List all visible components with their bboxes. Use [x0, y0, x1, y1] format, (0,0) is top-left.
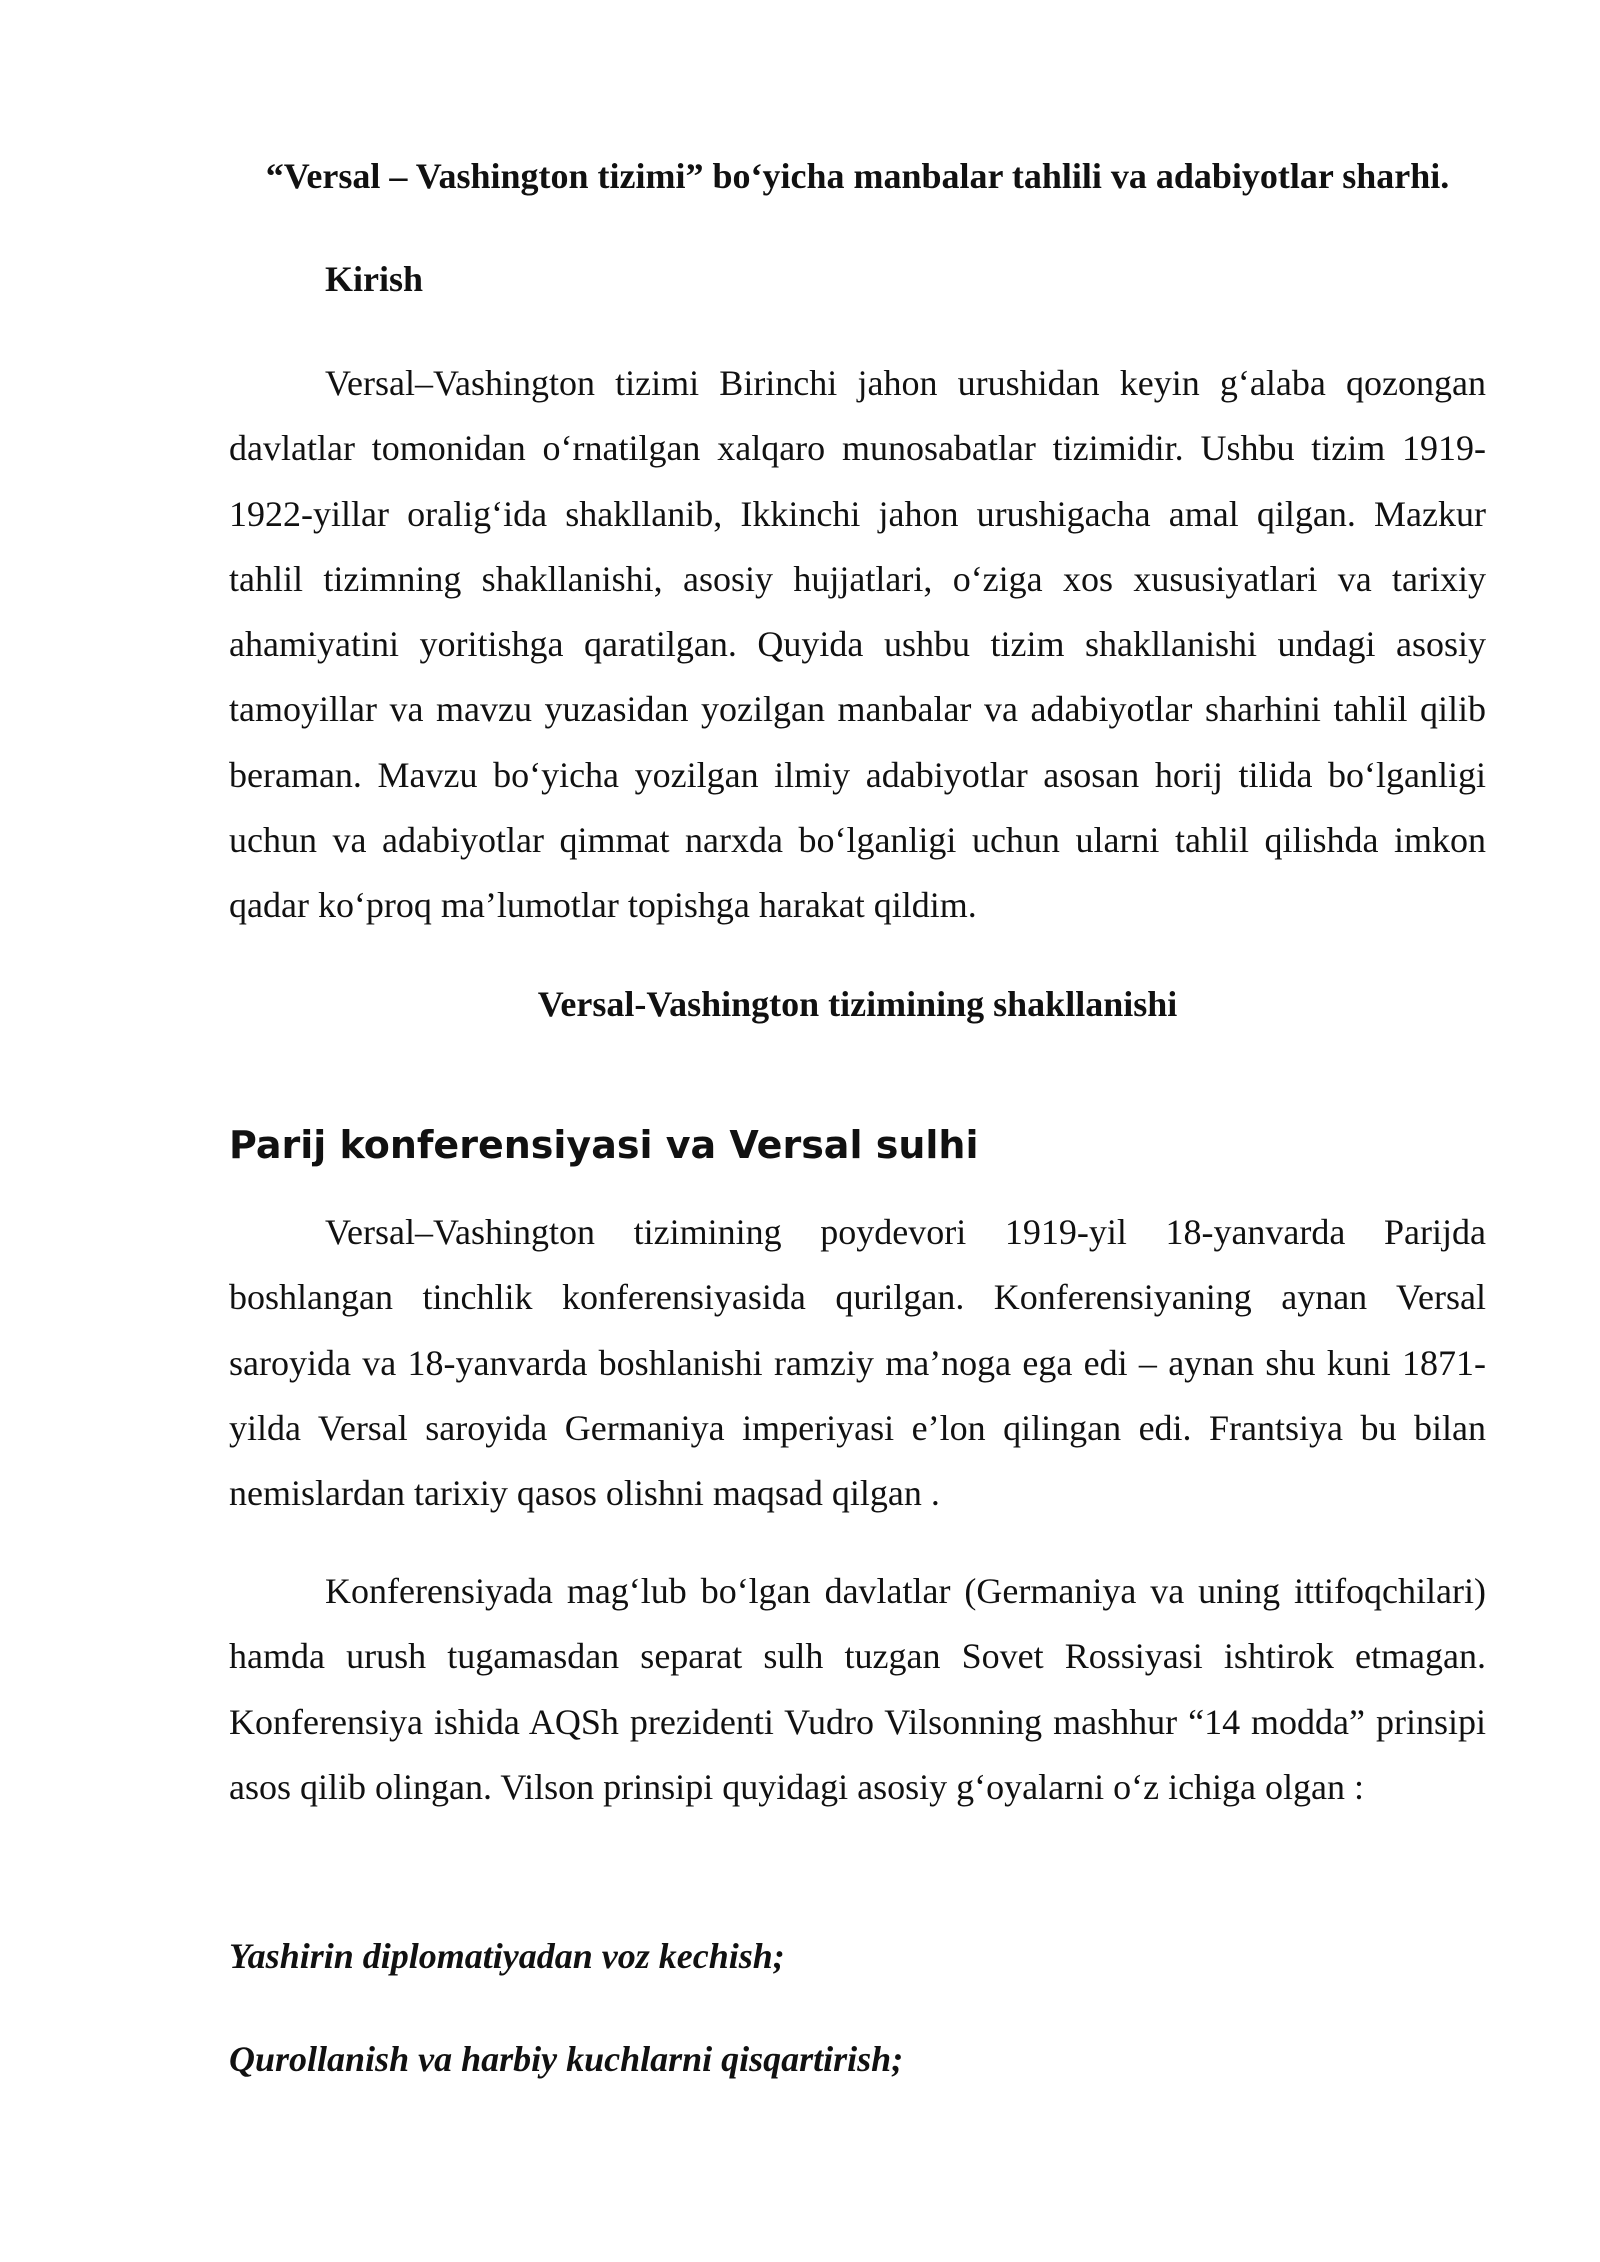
principle-item: Qurollanish va harbiy kuchlarni qisqartirish;	[229, 2039, 904, 2079]
paragraph-paris-conference: Versal–Vashington tizimining poydevori 1919-yil 18-yanvarda Parijda boshlangan tinchlik konferensiyasida qurilgan. Konferensiyaning aynan Versal saroyida va 18-yanvarda boshlanishi ramziy ma’noga ega edi – aynan shu kuni 1871-yilda Versal saroyida Germaniya imperiyasi e’lon qilingan edi. Frantsiya bu bilan nemislardan tarixiy qasos olishni maqsad qilgan .	[229, 1212, 1486, 1514]
intro-heading: Kirish	[325, 259, 424, 299]
intro-paragraph: Versal–Vashington tizimi Birinchi jahon urushidan keyin g‘alaba qozongan davlatlar tomonidan o‘rnatilgan xalqaro munosabatlar tizimidir. Ushbu tizim 1919-1922-yillar oralig‘ida shakllanib, Ikkinchi jahon urushigacha amal qilgan. Mazkur tahlil tizimning shakllanishi, asosiy hujjatlari, o‘ziga xos xususiyatlari va tarixiy ahamiyatini yoritishga qaratilgan. Quyida ushbu tizim shakllanishi undagi asosiy tamoyillar va mavzu yuzasidan yozilgan manbalar va adabiyotlar sharhini tahlil qilib beraman. Mavzu bo‘yicha yozilgan ilmiy adabiyotlar asosan horij tilida bo‘lganligi uchun va adabiyotlar qimmat narxda bo‘lganligi uchun ularni tahlil qilishda imkon qadar ko‘proq ma’lumotlar topishga harakat qildim.	[229, 363, 1486, 926]
principle-item: Yashirin diplomatiyadan voz kechish;	[229, 1936, 785, 1976]
paragraph-wilson-principles: Konferensiyada mag‘lub bo‘lgan davlatlar (Germaniya va uning ittifoqchilari) hamda urush tugamasdan separat sulh tuzgan Sovet Rossiyasi ishtirok etmagan. Konferensiya ishida AQSh prezidenti Vudro Vilsonning mashhur “14 modda” prinsipi asos qilib olingan. Vilson prinsipi quyidagi asosiy g‘oyalarni o‘z ichiga olgan :	[229, 1571, 1486, 1807]
section-title: Versal-Vashington tizimining shakllanishi	[537, 984, 1178, 1024]
document-title: “Versal – Vashington tizimi” bo‘yicha manbalar tahlili va adabiyotlar sharhi.	[265, 156, 1450, 196]
subsection-heading: Parij konferensiyasi va Versal sulhi	[229, 1123, 979, 1167]
